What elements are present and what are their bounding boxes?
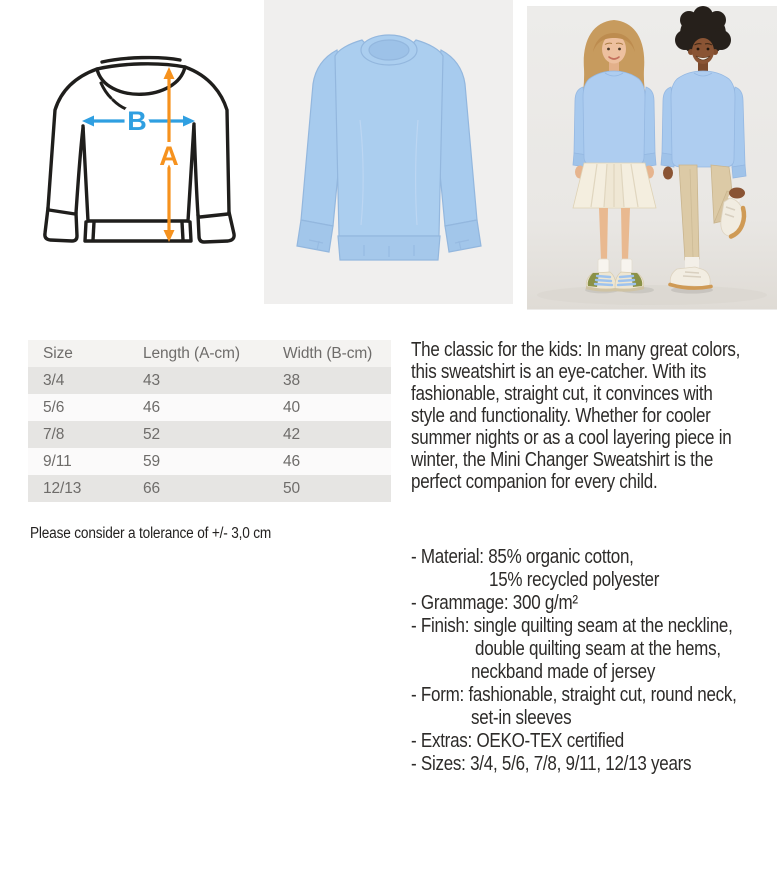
width-cell: 42 [283,425,301,443]
description-line: perfect companion for every child. [411,471,658,493]
length-measure-label: A [159,141,179,171]
detail-form-cont: set-in sleeves [471,707,572,729]
boy-left-hand [663,167,673,180]
detail-grammage: - Grammage: 300 g/m² [411,592,578,614]
size-table-header-length: Length (A-cm) [143,344,240,362]
product-photo-flat-panel [264,0,513,304]
size-table-row [28,394,391,421]
flat-sweatshirt [297,35,481,260]
size-cell: 5/6 [43,398,65,416]
size-table-row [28,448,391,475]
sweatshirt-outline [45,58,234,242]
boy-sweatshirt [661,71,746,178]
size-table-row [28,421,391,448]
length-cell: 43 [143,371,161,389]
length-cell: 52 [143,425,161,443]
size-diagram-panel [18,50,252,264]
product-description [411,339,777,493]
product-photo-models-panel [527,6,777,310]
description-line: winter, the Mini Changer Sweatshirt is the [411,449,714,471]
description-line: this sweatshirt is an eye-catcher. With its [411,361,707,383]
size-cell: 7/8 [43,425,65,443]
boy-right-hand [729,188,745,199]
sweatshirt-measurement-diagram [18,50,252,264]
detail-material-cont: 15% recycled polyester [489,569,660,591]
width-cell: 46 [283,452,301,470]
detail-sizes: - Sizes: 3/4, 5/6, 7/8, 9/11, 12/13 years [411,753,692,775]
description-line: style and functionality. Whether for cooler [411,405,711,427]
width-cell: 40 [283,398,301,416]
tolerance-note [30,525,304,543]
girl-skirt [573,163,656,208]
length-cell: 46 [143,398,161,416]
length-cell: 59 [143,452,161,470]
description-line: The classic for the kids: In many great colors, [411,339,741,361]
flat-sweatshirt-photo [264,0,513,304]
width-cell: 50 [283,479,301,497]
size-table-row [28,475,391,502]
product-details-list [411,546,777,776]
width-cell: 38 [283,371,301,389]
detail-finish-cont: double quilting seam at the hems, [475,638,721,660]
size-table-row [28,367,391,394]
size-table-header-size: Size [43,344,73,362]
floor-shadow [537,285,767,305]
description-line: summer nights or as a cool layering piece in [411,427,732,449]
size-cell: 9/11 [43,452,72,470]
detail-extras: - Extras: OEKO-TEX certified [411,730,624,752]
detail-material: - Material: 85% organic cotton, [411,546,634,568]
size-table-header-width: Width (B-cm) [283,344,373,362]
size-table-header-row [28,340,391,367]
size-table [28,340,391,502]
tolerance-note-text: Please consider a tolerance of +/- 3,0 cm [30,525,272,542]
kids-wearing-sweatshirt-photo [527,6,777,310]
detail-finish: - Finish: single quilting seam at the neckline, [411,615,733,637]
size-cell: 3/4 [43,371,65,389]
size-cell: 12/13 [43,479,82,497]
length-cell: 66 [143,479,161,497]
description-line: fashionable, straight cut, it convinces with [411,383,713,405]
detail-finish-cont: neckband made of jersey [471,661,656,683]
width-measure-label: B [127,106,147,136]
detail-form: - Form: fashionable, straight cut, round neck, [411,684,737,706]
